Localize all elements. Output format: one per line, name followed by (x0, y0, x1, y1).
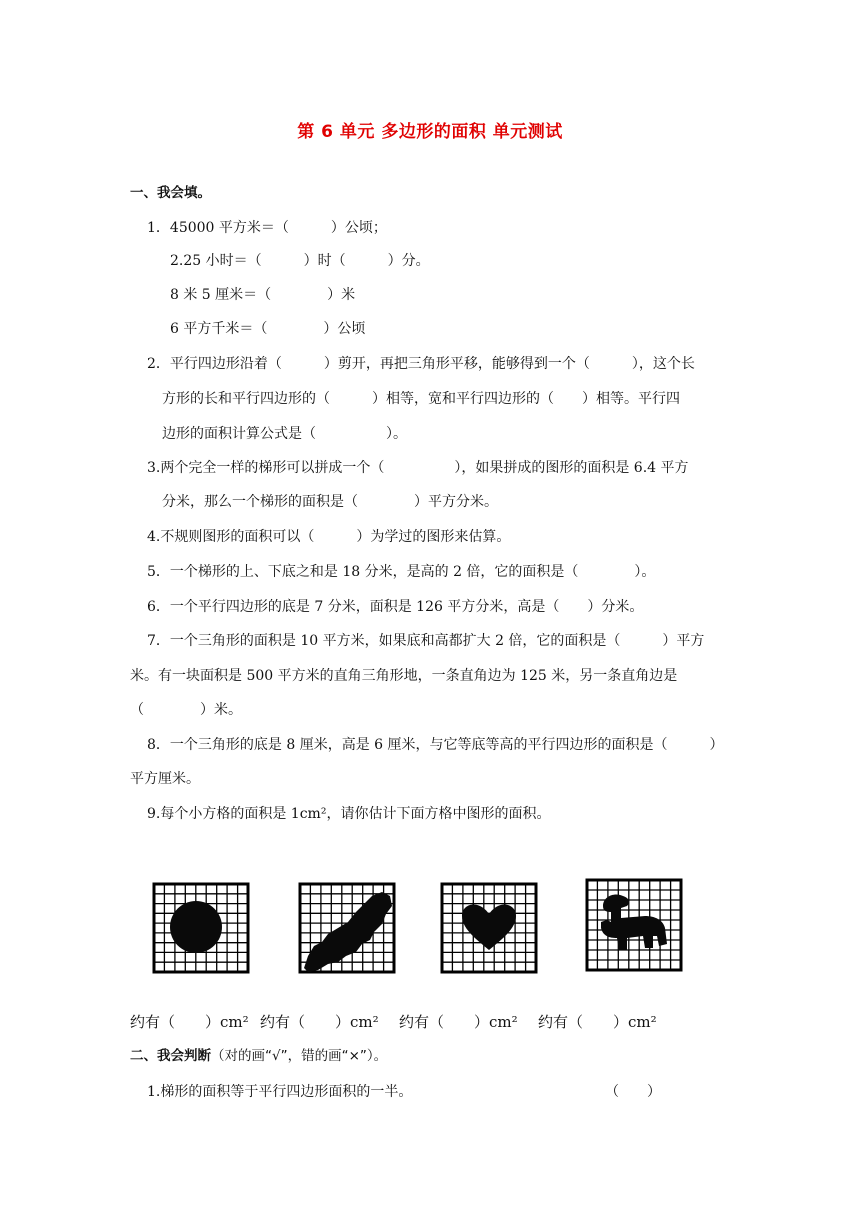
caption-4: 约有（ ）cm² (538, 1013, 657, 1031)
q8-line-2: 平方厘米。 (130, 771, 200, 787)
q2-line-1: 2．平行四边形沿着（ ）剪开，再把三角形平移，能够得到一个（ ），这个长 (147, 356, 695, 372)
page-title: 第 6 单元 多边形的面积 单元测试 (297, 122, 563, 142)
caption-1: 约有（ ）cm² (130, 1013, 249, 1031)
grid-figure-circle (152, 882, 250, 974)
q2-line-3: 边形的面积计算公式是（ ）。 (162, 426, 407, 442)
judge-q1-blank: （ ） (605, 1084, 661, 1100)
q4-text: 4.不规则图形的面积可以（ ）为学过的图形来估算。 (147, 529, 511, 545)
grid-figure-heart (440, 882, 538, 974)
judge-q1-text: 1.梯形的面积等于平行四边形面积的一半。 (147, 1084, 413, 1100)
section-2-heading (130, 1047, 387, 1065)
q7-line-1: 7．一个三角形的面积是 10 平方米，如果底和高都扩大 2 倍，它的面积是（ ）平方 (147, 633, 705, 649)
section-2-heading-rest: （对的画“√”，错的画“×”）。 (211, 1048, 388, 1064)
circle-shape (170, 901, 222, 953)
q9-text: 9.每个小方格的面积是 1cm²，请你估计下面方格中图形的面积。 (147, 806, 551, 822)
q5-text: 5．一个梯形的上、下底之和是 18 分米，是高的 2 倍，它的面积是（ ）。 (147, 564, 656, 580)
q7-line-3: （ ）米。 (130, 702, 242, 718)
q1-line-3: 8 米 5 厘米＝（ ）米 (170, 287, 356, 303)
grid-figure-blob (298, 882, 396, 974)
q8-line-1: 8．一个三角形的底是 8 厘米，高是 6 厘米，与它等底等高的平行四边形的面积是（ ） (147, 737, 724, 753)
q7-line-2: 米。有一块面积是 500 平方米的直角三角形地，一条直角边为 125 米，另一条直角边是 (130, 668, 678, 684)
q2-line-2: 方形的长和平行四边形的（ ）相等，宽和平行四边形的（ ）相等。平行四 (162, 391, 680, 407)
q1-line-2: 2.25 小时＝（ ）时（ ）分。 (170, 253, 430, 269)
grid-figure-animal (583, 878, 685, 976)
section-2-heading-bold: 二、我会判断 (130, 1048, 211, 1064)
q1-line-1: 1．45000 平方米＝（ ）公顷； (147, 220, 387, 236)
q6-text: 6．一个平行四边形的底是 7 分米，面积是 126 平方分米，高是（ ）分米。 (147, 599, 644, 615)
section-1-heading: 一、我会填。 (130, 185, 211, 201)
q3-line-2: 分米，那么一个梯形的面积是（ ）平方分米。 (162, 494, 498, 510)
q1-line-4: 6 平方千米＝（ ）公顷 (170, 321, 366, 337)
caption-2: 约有（ ）cm² (260, 1013, 379, 1031)
q3-line-1: 3.两个完全一样的梯形可以拼成一个（ ），如果拼成的图形的面积是 6.4 平方 (147, 460, 689, 476)
caption-3: 约有（ ）cm² (399, 1013, 518, 1031)
